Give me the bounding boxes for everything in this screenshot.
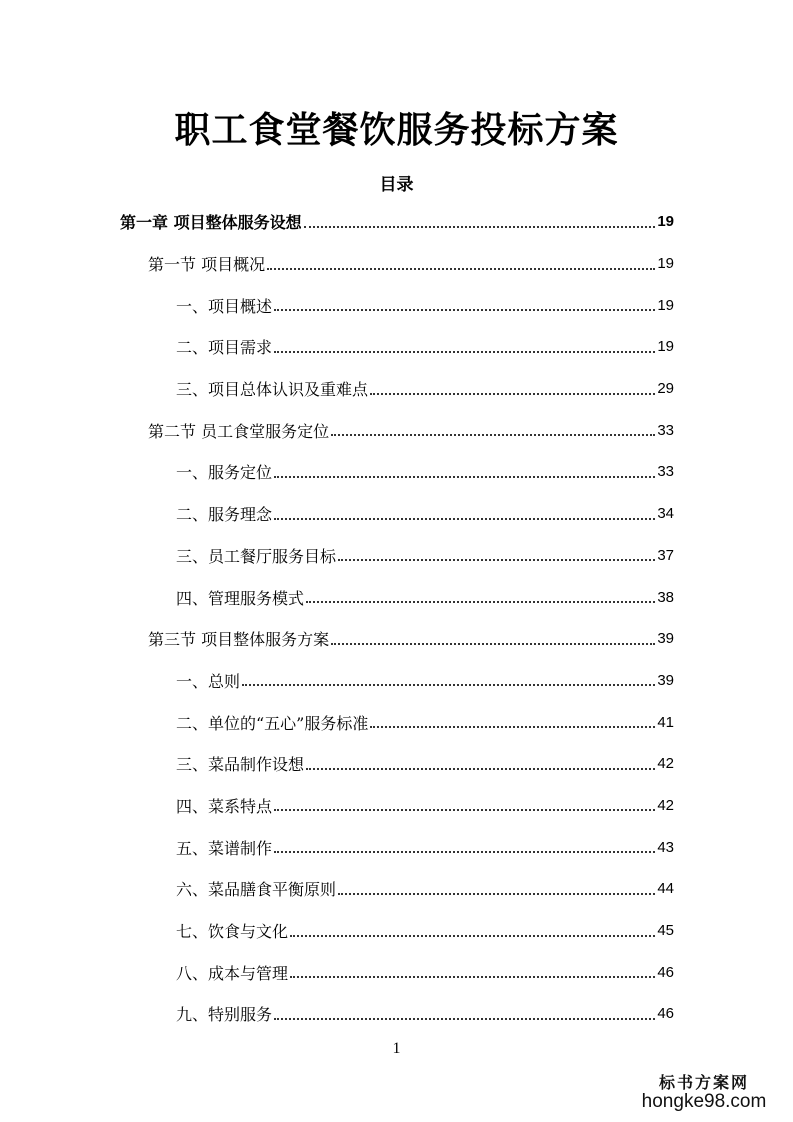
toc-leader-dots xyxy=(274,851,655,853)
toc-entry-page: 42 xyxy=(657,796,674,814)
toc-entry[interactable] xyxy=(0,785,793,827)
toc-leader-dots xyxy=(242,684,655,686)
toc-entry-label: 第二节 员工食堂服务定位 xyxy=(148,421,330,441)
toc-leader-dots xyxy=(274,809,655,811)
toc-entry-page: 43 xyxy=(657,838,674,856)
toc-leader-dots xyxy=(331,434,655,436)
toc-entry[interactable] xyxy=(0,493,793,535)
toc-entry-label: 四、管理服务模式 xyxy=(176,588,305,608)
toc-entry-page: 37 xyxy=(657,546,674,564)
toc-entry[interactable] xyxy=(0,993,793,1035)
toc-entry-page: 45 xyxy=(657,922,674,940)
table-of-contents xyxy=(0,201,793,1035)
toc-entry-page: 33 xyxy=(657,421,674,439)
toc-leader-dots xyxy=(338,559,655,561)
toc-entry-label: 一、服务定位 xyxy=(176,463,273,483)
toc-entry-page: 42 xyxy=(657,755,674,773)
toc-entry-label: 三、项目总体认识及重难点 xyxy=(176,380,369,400)
toc-entry-page: 34 xyxy=(657,505,674,523)
toc-leader-dots xyxy=(306,768,655,770)
toc-entry-label: 第一节 项目概况 xyxy=(148,255,266,275)
toc-leader-dots xyxy=(274,309,655,311)
toc-entry[interactable] xyxy=(0,368,793,410)
toc-entry-label: 第一章 项目整体服务设想 xyxy=(120,213,302,233)
toc-entry[interactable] xyxy=(0,660,793,702)
toc-entry-label: 二、服务理念 xyxy=(176,505,273,525)
toc-entry-page: 19 xyxy=(657,255,674,273)
toc-entry-label: 六、菜品膳食平衡原则 xyxy=(176,880,337,900)
watermark-url: hongke98.com xyxy=(641,1091,767,1112)
toc-entry[interactable] xyxy=(0,535,793,577)
toc-entry[interactable] xyxy=(0,326,793,368)
toc-entry-label: 三、员工餐厅服务目标 xyxy=(176,546,337,566)
toc-leader-dots xyxy=(304,226,656,228)
toc-entry-label: 九、特别服务 xyxy=(176,1005,273,1025)
toc-entry[interactable] xyxy=(0,576,793,618)
toc-entry[interactable] xyxy=(0,701,793,743)
toc-leader-dots xyxy=(290,976,655,978)
toc-entry[interactable] xyxy=(0,618,793,660)
toc-heading: 目录 xyxy=(379,175,414,195)
toc-leader-dots xyxy=(274,351,655,353)
toc-entry[interactable] xyxy=(0,409,793,451)
toc-entry-label: 五、菜谱制作 xyxy=(176,838,273,858)
toc-entry-page: 46 xyxy=(657,1005,674,1023)
toc-entry-label: 第三节 项目整体服务方案 xyxy=(148,630,330,650)
toc-entry-page: 33 xyxy=(657,463,674,481)
toc-entry[interactable] xyxy=(0,284,793,326)
toc-entry-label: 二、单位的“五心”服务标准 xyxy=(176,713,369,733)
page-number: 1 xyxy=(392,1040,401,1057)
toc-entry-page: 44 xyxy=(657,880,674,898)
watermark-text: 标书方案网 xyxy=(658,1073,749,1092)
toc-entry-page: 39 xyxy=(657,630,674,648)
toc-entry-label: 四、菜系特点 xyxy=(176,796,273,816)
toc-entry[interactable] xyxy=(0,951,793,993)
document-title: 职工食堂餐饮服务投标方案 xyxy=(174,110,619,151)
toc-entry-page: 19 xyxy=(657,338,674,356)
toc-entry-page: 29 xyxy=(657,380,674,398)
toc-entry[interactable] xyxy=(0,868,793,910)
toc-leader-dots xyxy=(370,726,655,728)
toc-entry-label: 三、菜品制作设想 xyxy=(176,755,305,775)
toc-entry-page: 19 xyxy=(657,213,674,231)
toc-entry[interactable] xyxy=(0,910,793,952)
toc-leader-dots xyxy=(306,601,655,603)
toc-leader-dots xyxy=(274,1018,655,1020)
toc-leader-dots xyxy=(338,893,655,895)
toc-entry-label: 七、饮食与文化 xyxy=(176,922,289,942)
toc-leader-dots xyxy=(274,476,655,478)
toc-leader-dots xyxy=(274,518,655,520)
toc-entry[interactable] xyxy=(0,243,793,285)
toc-leader-dots xyxy=(370,393,655,395)
toc-entry-label: 一、总则 xyxy=(176,671,241,691)
toc-leader-dots xyxy=(290,935,655,937)
toc-leader-dots xyxy=(267,268,655,270)
toc-entry[interactable] xyxy=(0,451,793,493)
toc-entry-label: 八、成本与管理 xyxy=(176,963,289,983)
toc-entry-label: 一、项目概述 xyxy=(176,296,273,316)
toc-leader-dots xyxy=(331,643,655,645)
watermark xyxy=(629,1070,779,1113)
toc-entry-page: 41 xyxy=(657,713,674,731)
toc-entry[interactable] xyxy=(0,201,793,243)
toc-entry-page: 19 xyxy=(657,296,674,314)
toc-entry[interactable] xyxy=(0,826,793,868)
toc-entry-page: 39 xyxy=(657,671,674,689)
toc-entry-page: 38 xyxy=(657,588,674,606)
toc-entry[interactable] xyxy=(0,743,793,785)
toc-entry-page: 46 xyxy=(657,963,674,981)
toc-entry-label: 二、项目需求 xyxy=(176,338,273,358)
